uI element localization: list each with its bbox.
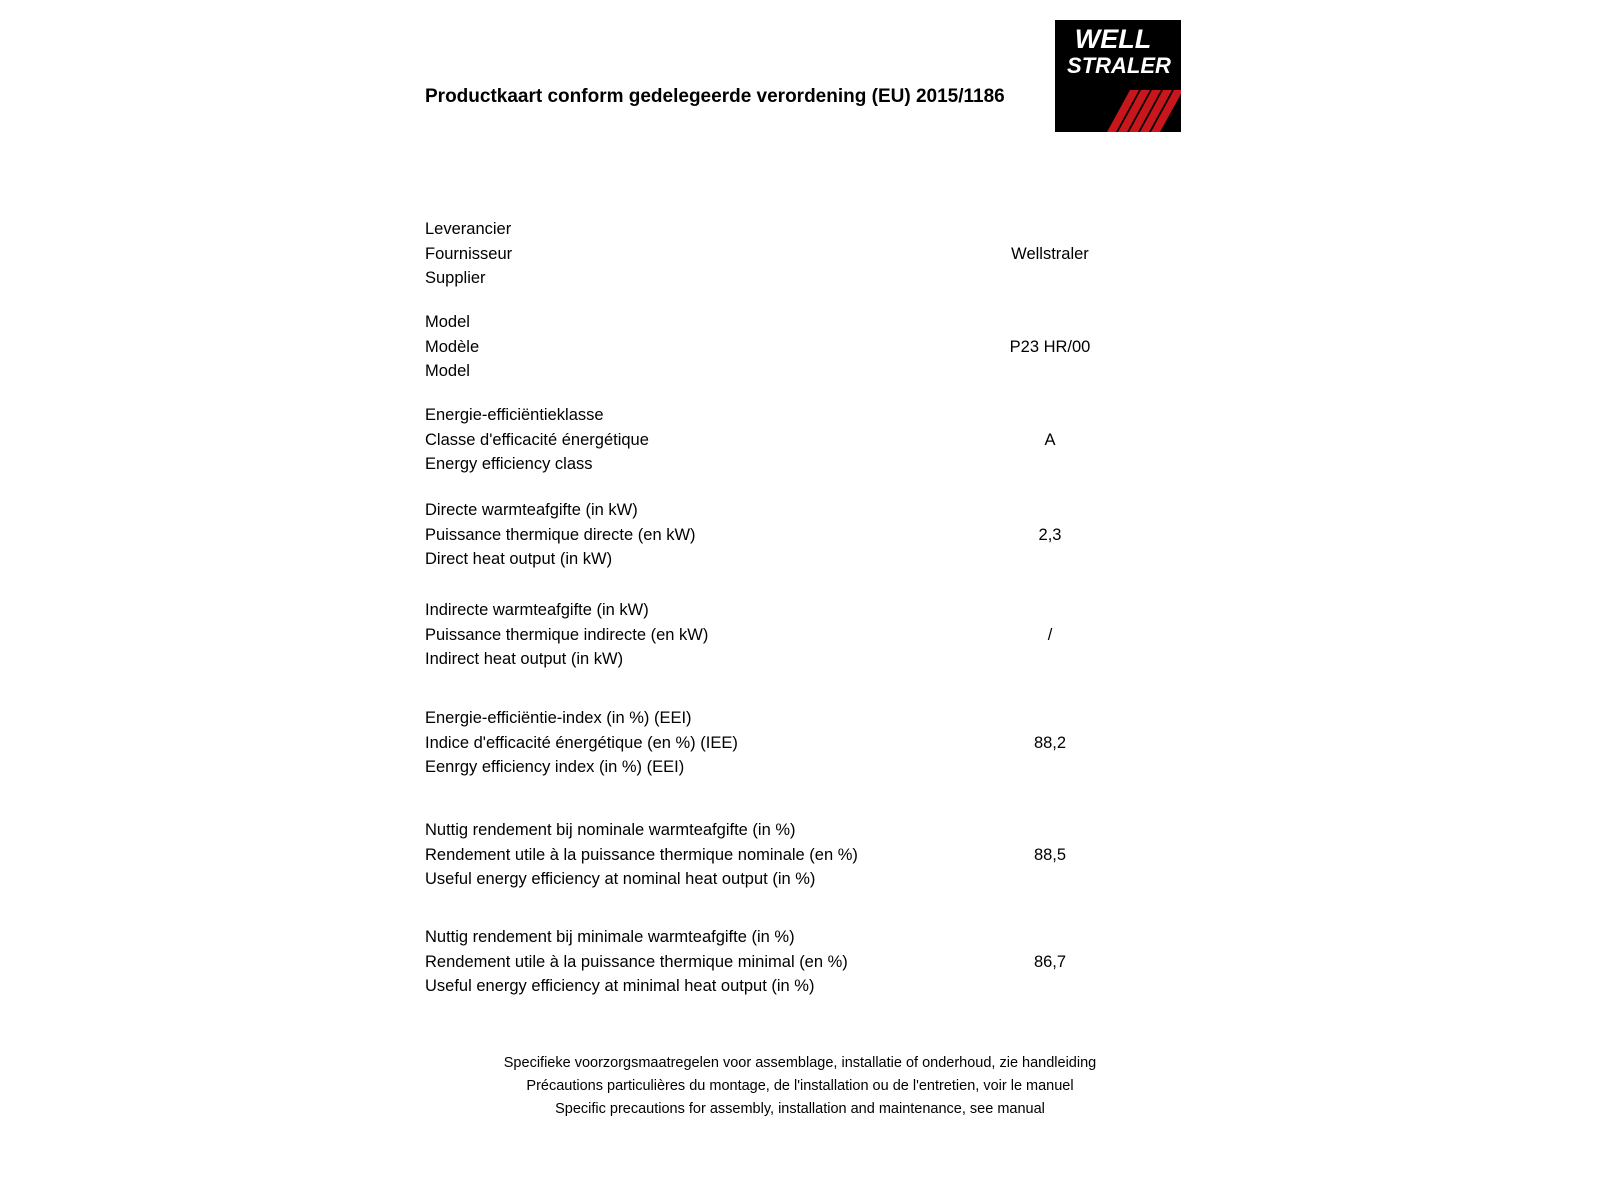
label-en: Direct heat output (in kW) (425, 550, 613, 568)
row-labels (425, 310, 479, 384)
label-fr: Rendement utile à la puissance thermique nominale (en %) (425, 845, 858, 864)
page-title: Productkaart conform gedelegeerde verordening (EU) 2015/1186 (425, 86, 1005, 107)
energy-class-value: A (1044, 430, 1056, 449)
row-labels (425, 498, 696, 572)
indirect-heat-value: / (1047, 625, 1053, 644)
model-value: P23 HR/00 (1009, 337, 1091, 356)
nominal-efficiency-value: 88,5 (1033, 845, 1067, 864)
label-fr: Rendement utile à la puissance thermique minimal (en %) (425, 952, 848, 971)
label-fr: Indice d'efficacité énergétique (en %) (IEE) (425, 733, 738, 752)
label-fr: Puissance thermique directe (en kW) (425, 525, 696, 544)
logo-stripes (1107, 90, 1181, 132)
label-nl: Model (425, 313, 470, 331)
label-nl: Indirecte warmteafgifte (in kW) (425, 601, 649, 619)
row-labels (425, 403, 649, 477)
label-nl: Energie-efficiëntie-index (in %) (EEI) (425, 709, 692, 727)
label-fr: Fournisseur (425, 244, 513, 263)
direct-heat-value: 2,3 (1038, 525, 1062, 544)
footer-line-nl: Specifieke voorzorgsmaatregelen voor assemblage, installatie of onderhoud, zie handleiding (503, 1055, 1097, 1071)
label-nl: Nuttig rendement bij nominale warmteafgifte (in %) (425, 821, 796, 839)
label-nl: Energie-efficiëntieklasse (425, 406, 604, 424)
row-labels (425, 217, 512, 291)
label-nl: Nuttig rendement bij minimale warmteafgifte (in %) (425, 928, 795, 946)
logo-text-line2: STRALER (1067, 53, 1171, 78)
label-en: Energy efficiency class (425, 455, 593, 473)
row-labels (425, 706, 738, 780)
footer-line-fr: Précautions particulières du montage, de l'installation ou de l'entretien, voir le manuel (526, 1078, 1074, 1094)
eei-value: 88,2 (1033, 733, 1067, 752)
label-en: Eenrgy efficiency index (in %) (EEI) (425, 758, 685, 776)
label-fr: Modèle (425, 337, 480, 356)
row-labels (425, 925, 848, 999)
logo-graphic (1055, 20, 1181, 132)
label-fr: Classe d'efficacité énergétique (425, 430, 649, 449)
label-en: Model (425, 362, 470, 380)
label-en: Useful energy efficiency at nominal heat output (in %) (425, 870, 816, 888)
supplier-value: Wellstraler (1011, 244, 1089, 263)
label-fr: Puissance thermique indirecte (en kW) (425, 625, 709, 644)
footer-notice (0, 1052, 1600, 1121)
row-labels (425, 818, 858, 892)
label-en: Supplier (425, 269, 486, 287)
label-en: Indirect heat output (in kW) (425, 650, 624, 668)
label-en: Useful energy efficiency at minimal heat output (in %) (425, 977, 815, 995)
logo-text-line1: WELL (1074, 24, 1152, 54)
minimal-efficiency-value: 86,7 (1033, 952, 1067, 971)
footer-line-en: Specific precautions for assembly, installation and maintenance, see manual (555, 1101, 1045, 1117)
wellstraler-logo (1055, 20, 1181, 132)
label-nl: Directe warmteafgifte (in kW) (425, 501, 638, 519)
label-nl: Leverancier (425, 220, 512, 238)
row-labels (425, 598, 708, 672)
